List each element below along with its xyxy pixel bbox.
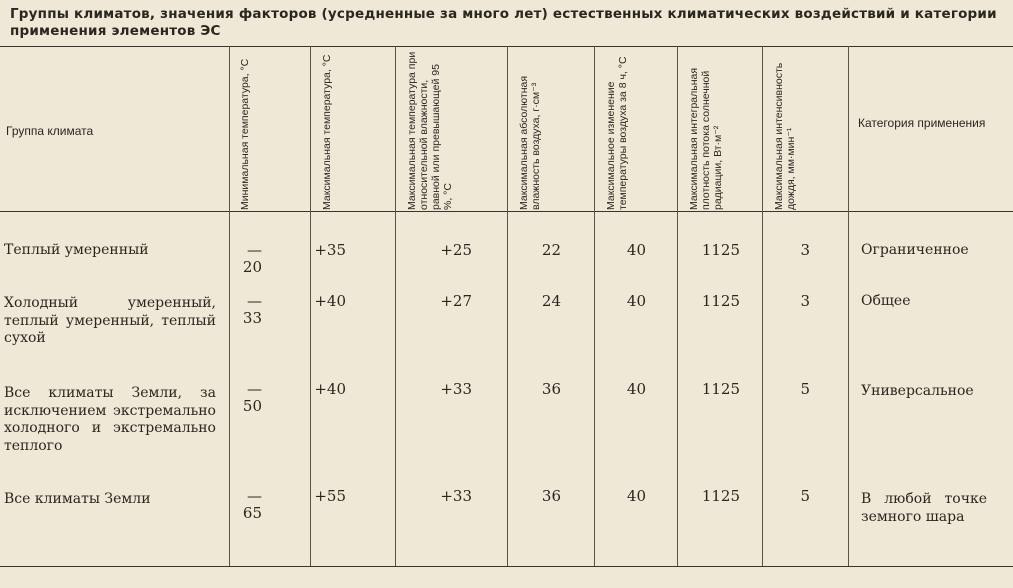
header-group-climate: Группа климата [6,124,94,138]
row-3-min-temp: —50 [242,380,262,415]
row-1-category: Ограниченное [861,242,969,258]
row-3-abs-humidity: 36 [541,380,561,398]
row-4-max-temp: +55 [314,487,346,505]
row-1-min-temp: —20 [242,241,262,276]
page-title: Группы климатов, значения факторов (усредненные за много лет) естественных климатических воздействий и категории применения элементов ЭС [10,6,997,39]
row-3-temp-change: 40 [626,380,646,398]
row-1-group: Теплый умеренный [4,242,149,258]
row-4-temp-change: 40 [626,487,646,505]
row-1-abs-humidity: 22 [541,241,561,259]
row-2-rain: 3 [800,292,810,310]
row-4-group: Все климаты Земли [4,491,151,507]
row-4-rain: 5 [800,487,810,505]
header-min-temp: Минимальная температура, °С [239,58,251,210]
row-4-category: В любой точке земного шара [861,491,987,525]
row-3-max-temp: +40 [314,380,346,398]
row-4-min-temp: —65 [242,487,262,522]
row-4-abs-humidity: 36 [541,487,561,505]
row-3-max-temp-humidity: +33 [440,380,472,398]
row-1-rain: 3 [800,241,810,259]
header-max-temp-change: Максимальное изменение температуры воздуха за 8 ч, °С [605,56,629,210]
row-3-category: Универсальное [861,383,974,399]
row-2-group: Холодный умеренный, теплый умеренный, теплый сухой [4,295,216,346]
row-3-solar: 1125 [701,380,740,398]
table-bottom-rule [0,566,1013,567]
row-1-temp-change: 40 [626,241,646,259]
header-max-solar: Максимальная интегральная плотность потока солнечной радиации, Вт·м⁻² [688,67,724,210]
row-4-solar: 1125 [701,487,740,505]
row-3-group: Все климаты Земли, за исключением экстремально холодного и экстремально теплого [4,385,216,454]
row-2-max-temp-humidity: +27 [440,292,472,310]
row-1-max-temp: +35 [314,241,346,259]
row-4-max-temp-humidity: +33 [440,487,472,505]
row-1-solar: 1125 [701,241,740,259]
header-max-temp: Максимальная температура, °С [321,54,333,210]
header-max-temp-humidity: Максимальная температура при относительной влажности, равной или превышающей 95 %, °С [406,51,454,210]
header-max-abs-humidity: Максимальная абсолютная влажность воздуха, г·см⁻³ [518,75,542,210]
header-category: Категория применения [858,116,986,130]
row-2-solar: 1125 [701,292,740,310]
row-2-min-temp: —33 [242,292,262,327]
row-2-temp-change: 40 [626,292,646,310]
header-max-rain: Максимальная интенсивность дождя, мм·мин⁻¹ [773,62,797,210]
row-2-abs-humidity: 24 [541,292,561,310]
row-2-max-temp: +40 [314,292,346,310]
row-1-max-temp-humidity: +25 [440,241,472,259]
row-2-category: Общее [861,293,911,309]
row-3-rain: 5 [800,380,810,398]
